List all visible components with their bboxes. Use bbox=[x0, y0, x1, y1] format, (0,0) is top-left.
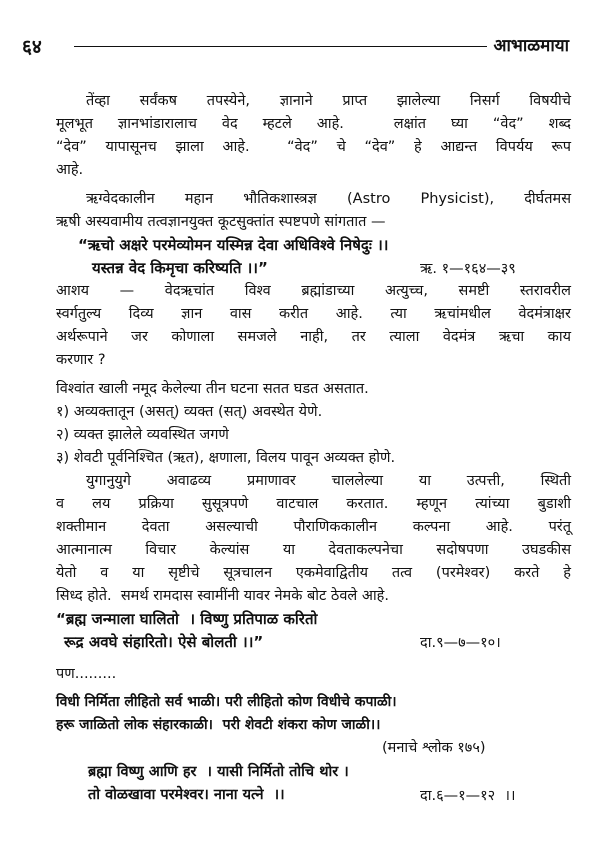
verse-line: विधी निर्मिता लीहितो सर्व भाळी। परी लीहितो कोण विधीचे कपाळी। bbox=[56, 694, 397, 710]
verse-reference: (मनाचे श्लोक १७५) bbox=[382, 740, 486, 756]
text-line: विश्वांत खाली नमूद केलेल्या तीन घटना सतत घडत असतात. bbox=[56, 381, 369, 397]
text-line: अर्थरूपाने जर कोणाला समजले नाही, तर त्याला वेदमंत्र ऋचा काय bbox=[56, 329, 571, 345]
verse-line: ब्रह्मा विष्णु आणि हर । यासी निर्मितो तोचि थोर । bbox=[88, 764, 349, 780]
text-line: आशय — वेदऋचांत विश्व ब्रह्मांडाच्या अत्युच्च, समष्टी स्तरावरील bbox=[56, 283, 571, 299]
verse-line: यस्तन्न वेद किमृचा करिष्यति ।।” bbox=[92, 259, 268, 277]
verse-line: “ब्रह्म जन्माला घालितो । विष्णु प्रतिपाळ करितो bbox=[56, 610, 318, 628]
text-line: “देव” यापासूनच झाला आहे. “वेद” चे “देव” हे आद्यन्त विपर्यय रूप bbox=[56, 139, 571, 155]
text-line: मूलभूत ज्ञानभांडारालाच वेद म्हटले आहे. लक्षांत घ्या “वेद” शब्द bbox=[56, 116, 571, 132]
list-item: ३) शेवटी पूर्वनिश्चित (ऋत), क्षणाला, विलय पावून अव्यक्त होणे. bbox=[56, 450, 396, 466]
text-line: आत्मानात्म विचार केल्यांस या देवताकल्पनेचा सदोषपणा उघडकीस bbox=[56, 542, 571, 558]
text-line: शक्तीमान देवता असल्याची पौराणिककालीन कल्पना आहे. परंतू bbox=[56, 519, 571, 535]
text-line: स्वर्गतुल्य दिव्य ज्ञान वास करीत आहे. त्या ऋचांमधील वेदमंत्राक्षर bbox=[56, 306, 571, 322]
text-line: ऋषी अस्यवामीय तत्वज्ञानयुक्त कूटसुक्तांत स्पष्टपणे सांगतात — bbox=[56, 214, 386, 230]
verse-line: रूद्र अवघे संहारितो। ऐसे बोलती ।।” bbox=[64, 633, 264, 651]
text-line: पण......... bbox=[56, 666, 117, 682]
list-item: १) अव्यक्तातून (असत्) व्यक्त (सत्) अवस्थेत येणे. bbox=[56, 404, 323, 420]
list-item: २) व्यक्त झालेले व्यवस्थित जगणे bbox=[56, 427, 229, 443]
verse-reference: ऋ. १—१६४—३९ bbox=[420, 261, 516, 277]
text-line: सिध्द होते. समर्थ रामदास स्वामींनी यावर नेमके बोट ठेवले आहे. bbox=[56, 588, 389, 604]
text-line: येतो व या सृष्टीचे सूत्रचालन एकमेवाद्वितीय तत्व (परमेश्वर) करते हे bbox=[56, 565, 571, 581]
text-line: तेंव्हा सर्वंकष तपस्येने, ज्ञानाने प्राप्त झालेल्या निसर्ग विषयीचे bbox=[86, 93, 571, 109]
running-title: आभाळमाया bbox=[493, 36, 569, 56]
text-line: आहे. bbox=[56, 162, 84, 178]
page-number: ६४ bbox=[22, 36, 42, 58]
verse-line: तो वोळखावा परमेश्वर। नाना यत्ने ।। bbox=[88, 787, 285, 803]
verse-reference: दा.६—१—१२ ।। bbox=[420, 788, 516, 804]
verse-reference: दा.९—७—१०। bbox=[420, 635, 501, 651]
verse-line: “ऋचो अक्षरे परमेव्योमन यस्मिन्न देवा अधिविश्वे निषेदुः ।। bbox=[78, 236, 389, 254]
text-line: ऋग्वेदकालीन महान भौतिकशास्त्रज्ञ (Astro Physicist), दीर्घतमस bbox=[86, 191, 571, 207]
text-line: युगानुयुगे अवाढव्य प्रमाणावर चाललेल्या या उत्पत्ती, स्थिती bbox=[86, 473, 571, 489]
header-rule bbox=[74, 46, 487, 47]
verse-line: हरू जाळितो लोक संहारकाळी। परी शेवटी शंकरा कोण जाळी।। bbox=[56, 717, 381, 733]
text-line: व लय प्रक्रिया सुसूत्रपणे वाटचाल करतात. म्हणून त्यांच्या बुडाशी bbox=[56, 496, 571, 512]
text-line: करणार ? bbox=[56, 352, 106, 368]
